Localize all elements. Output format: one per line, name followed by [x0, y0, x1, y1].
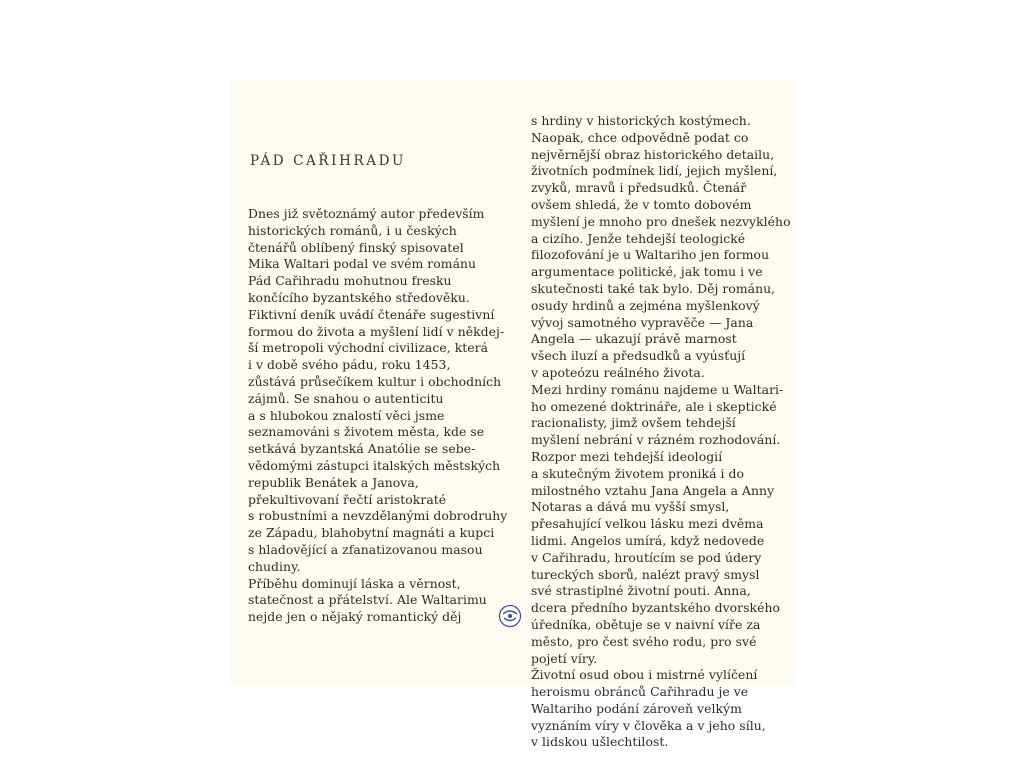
left-column-line: historických románů, i u českých [248, 222, 457, 238]
right-column-line: heroismu obránců Cařihradu je ve [531, 684, 749, 700]
right-column-line: Životní osud obou i mistrné vylíčení [531, 667, 758, 683]
left-column-line: ze Západu, blahobytní magnáti a kupci [248, 525, 495, 541]
left-column-line: s robustními a nevzdělanými dobrodruhy [248, 508, 508, 524]
right-column-line: Waltariho podání zároveň velkým [531, 700, 742, 716]
left-column-line: Dnes již světoznámý autor především [248, 206, 485, 221]
right-column-line: v apoteózu reálného života. [531, 364, 705, 380]
left-column-line: Fiktivní deník uvádí čtenáře sugestivní [248, 306, 495, 322]
left-column-line: zájmů. Se snahou o autenticitu [248, 390, 444, 406]
left-column-line: formou do života a myšlení lidí v někdej- [248, 323, 505, 339]
left-column-line: chudiny. [248, 558, 301, 574]
left-column-line: překultivovaní řečtí aristokraté [248, 491, 447, 507]
right-column-line: životních podmínek lidí, jejich myšlení, [531, 163, 778, 179]
right-column [531, 113, 791, 751]
right-column-line: úředníka, obětuje se v naivní víře za [531, 616, 761, 632]
left-column-line: vědomými zástupci italských městských [248, 457, 501, 473]
left-column-line: končícího byzantského středověku. [248, 289, 470, 305]
left-column-line: čtenářů oblíbený finský spisovatel [248, 239, 464, 255]
right-column-line: racionalisty, jimž ovšem tehdejší [531, 415, 736, 431]
right-column-line: přesahující velkou lásku mezi dvěma [531, 516, 764, 532]
right-column-line: Angela — ukazují právě marnost [531, 331, 737, 347]
page-title: PÁD CAŘIHRADU [250, 153, 406, 169]
right-column-line: Naopak, chce odpovědně podat co [531, 129, 749, 145]
right-column-line: zvyků, mravů i předsudků. Čtenář [531, 180, 747, 196]
right-column-line: ho omezené doktrináře, ale i skeptické [531, 398, 777, 414]
left-column-line: Mika Waltari podal ve svém románu [248, 256, 477, 272]
right-column-line: tureckých sborů, nalézt pravý smysl [531, 566, 760, 582]
right-column-line: všech iluzí a předsudků a vyúsťují [531, 348, 746, 364]
left-column-line: zůstává průsečíkem kultur i obchodních [248, 373, 502, 389]
right-column-line: vyznáním víry v člověka a v jeho sílu, [531, 717, 766, 733]
left-column-line: setkává byzantská Anatólie se sebe- [248, 441, 476, 457]
right-column-line: v Cařihradu, hroutícím se pod údery [531, 549, 762, 565]
right-column-line: dcera předního byzantského dvorského [531, 600, 781, 616]
right-column-line: argumentace politické, jak tomu i ve [531, 264, 763, 280]
left-column-line: nejde jen o nějaký romantický děj [248, 609, 462, 625]
left-column-line: s hladovějící a zfanatizovanou masou [248, 541, 483, 557]
right-column-line: lidmi. Angelos umírá, když nedovede [531, 532, 765, 548]
right-column-line: osudy hrdinů a zejména myšlenkový [531, 297, 760, 313]
right-column-line: a cizího. Jenže tehdejší teologické [531, 230, 746, 246]
right-column-line: s hrdiny v historických kostýmech. [531, 113, 751, 128]
right-column-line: Mezi hrdiny románu najdeme u Waltari- [531, 381, 784, 397]
publisher-seal-icon [498, 604, 522, 628]
left-column-line: seznamováni s životem města, kde se [248, 424, 485, 440]
right-column-line: milostného vztahu Jana Angela a Anny [531, 482, 775, 498]
right-column-line: nejvěrnější obraz historického detailu, [531, 146, 775, 162]
left-column-line: i v době svého pádu, roku 1453, [248, 357, 451, 373]
right-column-line: své strastiplné životní pouti. Anna, [531, 583, 751, 599]
right-column-line: Notaras a dává mu vyšší smysl, [531, 499, 730, 515]
right-column-line: město, pro čest svého rodu, pro své [531, 633, 757, 649]
left-column-line: Příběhu dominují láska a věrnost, [248, 575, 461, 591]
right-column-line: v lidskou ušlechtilost. [531, 734, 669, 750]
right-column-line: pojetí víry. [531, 650, 598, 666]
left-column-line: republik Benátek a Janova, [248, 474, 419, 490]
right-column-line: a skutečným životem proniká i do [531, 465, 745, 481]
right-column-line: myšlení je mnoho pro dnešek nezvyklého [531, 213, 791, 229]
left-column-line: a s hlubokou znalostí věci jsme [248, 407, 445, 423]
right-column-line: vývoj samotného vypravěče — Jana [531, 314, 754, 330]
right-column-line: skutečnosti také tak bylo. Děj románu, [531, 280, 776, 296]
right-column-line: filozofování je u Waltariho jen formou [531, 247, 770, 263]
left-column-line: Pád Cařihradu mohutnou fresku [248, 273, 452, 289]
left-column-line: statečnost a přátelství. Ale Waltarimu [248, 592, 487, 608]
right-column-line: Rozpor mezi tehdejší ideologií [531, 448, 723, 464]
left-column-line: ší metropoli východní civilizace, která [248, 340, 489, 356]
right-column-line: ovšem shledá, že v tomto dobovém [531, 196, 752, 212]
right-column-line: myšlení nebrání v rázném rozhodování. [531, 432, 781, 448]
left-column [248, 206, 507, 626]
